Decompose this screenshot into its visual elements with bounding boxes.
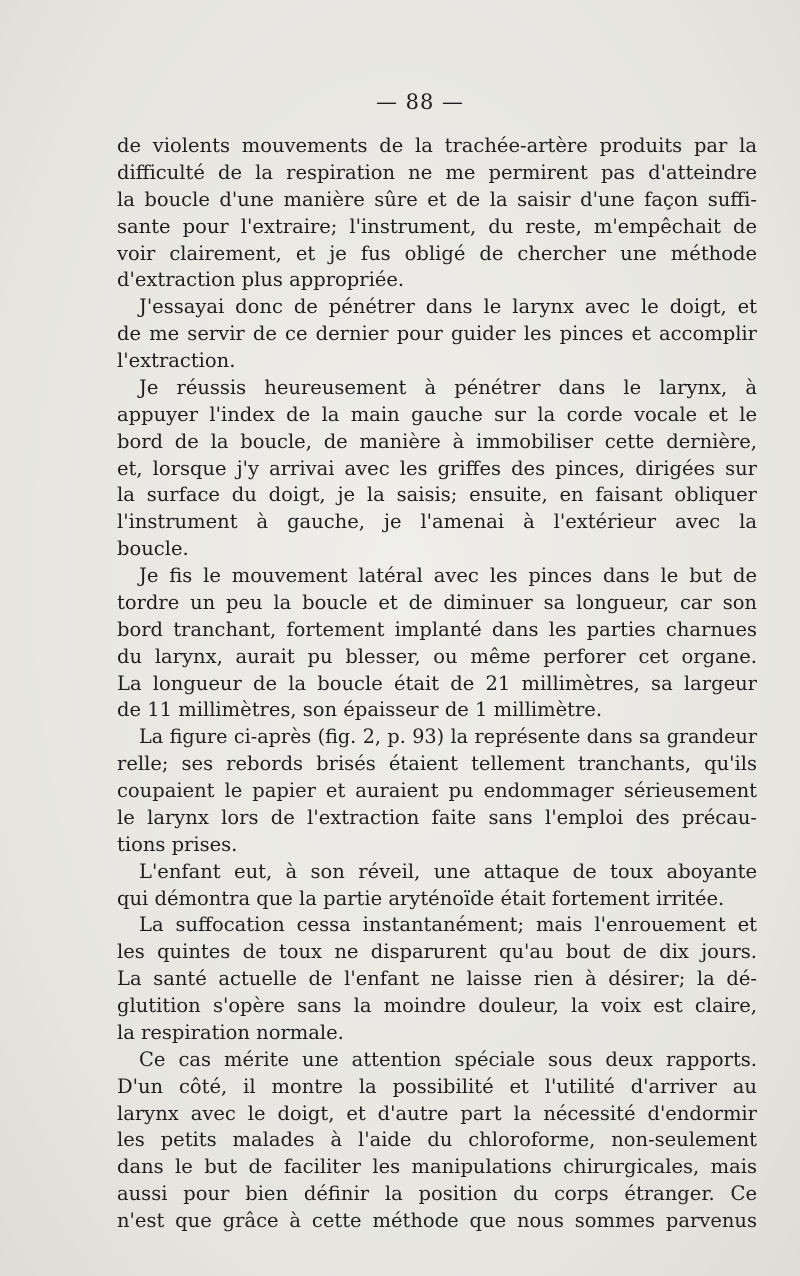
- text-line-content: les quintes de toux ne disparurent qu'au bout de dix jours.: [117, 940, 757, 964]
- text-line-content: relle; ses rebords brisés étaient tellement tranchants, qu'ils: [117, 752, 757, 776]
- text-line: [117, 456, 757, 483]
- text-line: [117, 912, 757, 939]
- text-line-content: La figure ci-après (fig. 2, p. 93) la représente dans sa grandeur: [139, 725, 757, 749]
- text-line: [117, 429, 757, 456]
- text-line: [117, 294, 757, 321]
- text-line-content: glutition s'opère sans la moindre douleur, la voix est claire,: [117, 994, 757, 1017]
- text-line-content: larynx avec le doigt, et d'autre part la nécessité d'endormir: [117, 1101, 757, 1125]
- text-line: [117, 348, 757, 375]
- text-line: [117, 1074, 757, 1101]
- text-line-content: boucle.: [117, 537, 189, 561]
- text-line: [117, 805, 757, 832]
- text-line-content: bord tranchant, fortement implanté dans les parties charnues: [117, 617, 757, 641]
- text-line-content: difficulté de la respiration ne me permirent pas d'atteindre: [117, 160, 757, 184]
- text-line-content: L'enfant eut, à son réveil, une attaque de toux aboyante: [139, 859, 757, 883]
- text-line-content: voir clairement, et je fus obligé de chercher une méthode: [117, 241, 757, 265]
- text-line-content: la surface du doigt, je la saisis; ensuite, en faisant obliquer: [117, 483, 757, 507]
- text-line-content: bord de la boucle, de manière à immobiliser cette dernière,: [117, 429, 757, 453]
- text-line-content: dans le but de faciliter les manipulations chirurgicales, mais: [117, 1155, 757, 1179]
- text-line-content: Je réussis heureusement à pénétrer dans le larynx, à: [139, 375, 757, 399]
- text-line: [117, 160, 757, 187]
- text-line: [117, 214, 757, 241]
- text-line-content: le larynx lors de l'extraction faite sans l'emploi des précau-: [117, 805, 757, 829]
- text-line: [117, 536, 757, 563]
- text-line: [117, 617, 757, 644]
- text-line-content: aussi pour bien définir la position du corps étranger. Ce: [117, 1182, 757, 1206]
- text-line-content: Je fis le mouvement latéral avec les pinces dans le but de: [139, 564, 757, 587]
- text-line: [117, 778, 757, 805]
- text-line-content: sante pour l'extraire; l'instrument, du reste, m'empêchait de: [117, 214, 757, 238]
- text-line-content: tions prises.: [117, 832, 238, 856]
- text-line: [117, 241, 757, 268]
- text-line: [117, 1127, 757, 1154]
- text-line-content: d'extraction plus appropriée.: [117, 268, 405, 292]
- text-line: [117, 187, 757, 214]
- text-line-content: tordre un peu la boucle et de diminuer sa longueur, car son: [117, 590, 757, 614]
- text-line-content: l'instrument à gauche, je l'amenai à l'extérieur avec la: [117, 510, 757, 534]
- text-line: [117, 321, 757, 348]
- text-line-content: qui démontra que la partie aryténoïde était fortement irritée.: [117, 886, 725, 910]
- page-number: — 88 —: [375, 90, 465, 114]
- text-line-content: coupaient le papier et auraient pu endommager sérieusement: [117, 779, 757, 802]
- text-line-content: l'extraction.: [117, 349, 236, 372]
- text-line-content: La longueur de la boucle était de 21 millimètres, sa largeur: [117, 671, 757, 695]
- text-line: [117, 267, 757, 294]
- text-line: [117, 697, 757, 724]
- text-line: [117, 832, 757, 859]
- text-line: [117, 939, 757, 966]
- text-line-content: La suffocation cessa instantanément; mais l'enrouement et: [139, 913, 757, 937]
- text-line-content: de 11 millimètres, son épaisseur de 1 millimètre.: [117, 698, 603, 722]
- text-line: [117, 1208, 757, 1235]
- text-line: [117, 1181, 757, 1208]
- text-line-content: de violents mouvements de la trachée-artère produits par la: [117, 134, 757, 157]
- text-line-content: Ce cas mérite une attention spéciale sous deux rapports.: [139, 1047, 757, 1071]
- text-line: [117, 402, 757, 429]
- text-line: [117, 859, 757, 886]
- text-line: [117, 724, 757, 751]
- text-line: [117, 993, 757, 1020]
- text-line-content: la respiration normale.: [117, 1020, 344, 1044]
- text-line: [117, 1047, 757, 1074]
- text-line: [117, 751, 757, 778]
- text-line: [117, 482, 757, 509]
- text-line: [117, 1101, 757, 1128]
- text-line-content: D'un côté, il montre la possibilité et l'utilité d'arriver au: [117, 1074, 757, 1098]
- text-line-content: La santé actuelle de l'enfant ne laisse rien à désirer; la dé-: [117, 967, 757, 991]
- text-line: [117, 886, 757, 913]
- text-line-content: appuyer l'index de la main gauche sur la corde vocale et le: [117, 402, 757, 426]
- text-line-content: les petits malades à l'aide du chloroforme, non-seulement: [117, 1128, 757, 1152]
- text-line: [117, 375, 757, 402]
- text-line-content: n'est que grâce à cette méthode que nous sommes parvenus: [117, 1209, 757, 1232]
- text-line-content: et, lorsque j'y arrivai avec les griffes des pinces, dirigées sur: [117, 456, 757, 480]
- text-line-content: du larynx, aurait pu blesser, ou même perforer cet organe.: [117, 644, 757, 668]
- text-line: [117, 1154, 757, 1181]
- text-line: [117, 644, 757, 671]
- text-line: [117, 509, 757, 536]
- text-line: [117, 966, 757, 993]
- text-line-content: la boucle d'une manière sûre et de la saisir d'une façon suffi-: [117, 187, 757, 211]
- text-line: [117, 133, 757, 160]
- text-line: [117, 590, 757, 617]
- body-text: [117, 133, 757, 1235]
- text-line: [117, 671, 757, 698]
- text-line: [117, 1020, 757, 1047]
- text-line-content: de me servir de ce dernier pour guider les pinces et accomplir: [117, 322, 757, 346]
- text-line: [117, 563, 757, 590]
- text-line-content: J'essayai donc de pénétrer dans le larynx avec le doigt, et: [139, 295, 757, 319]
